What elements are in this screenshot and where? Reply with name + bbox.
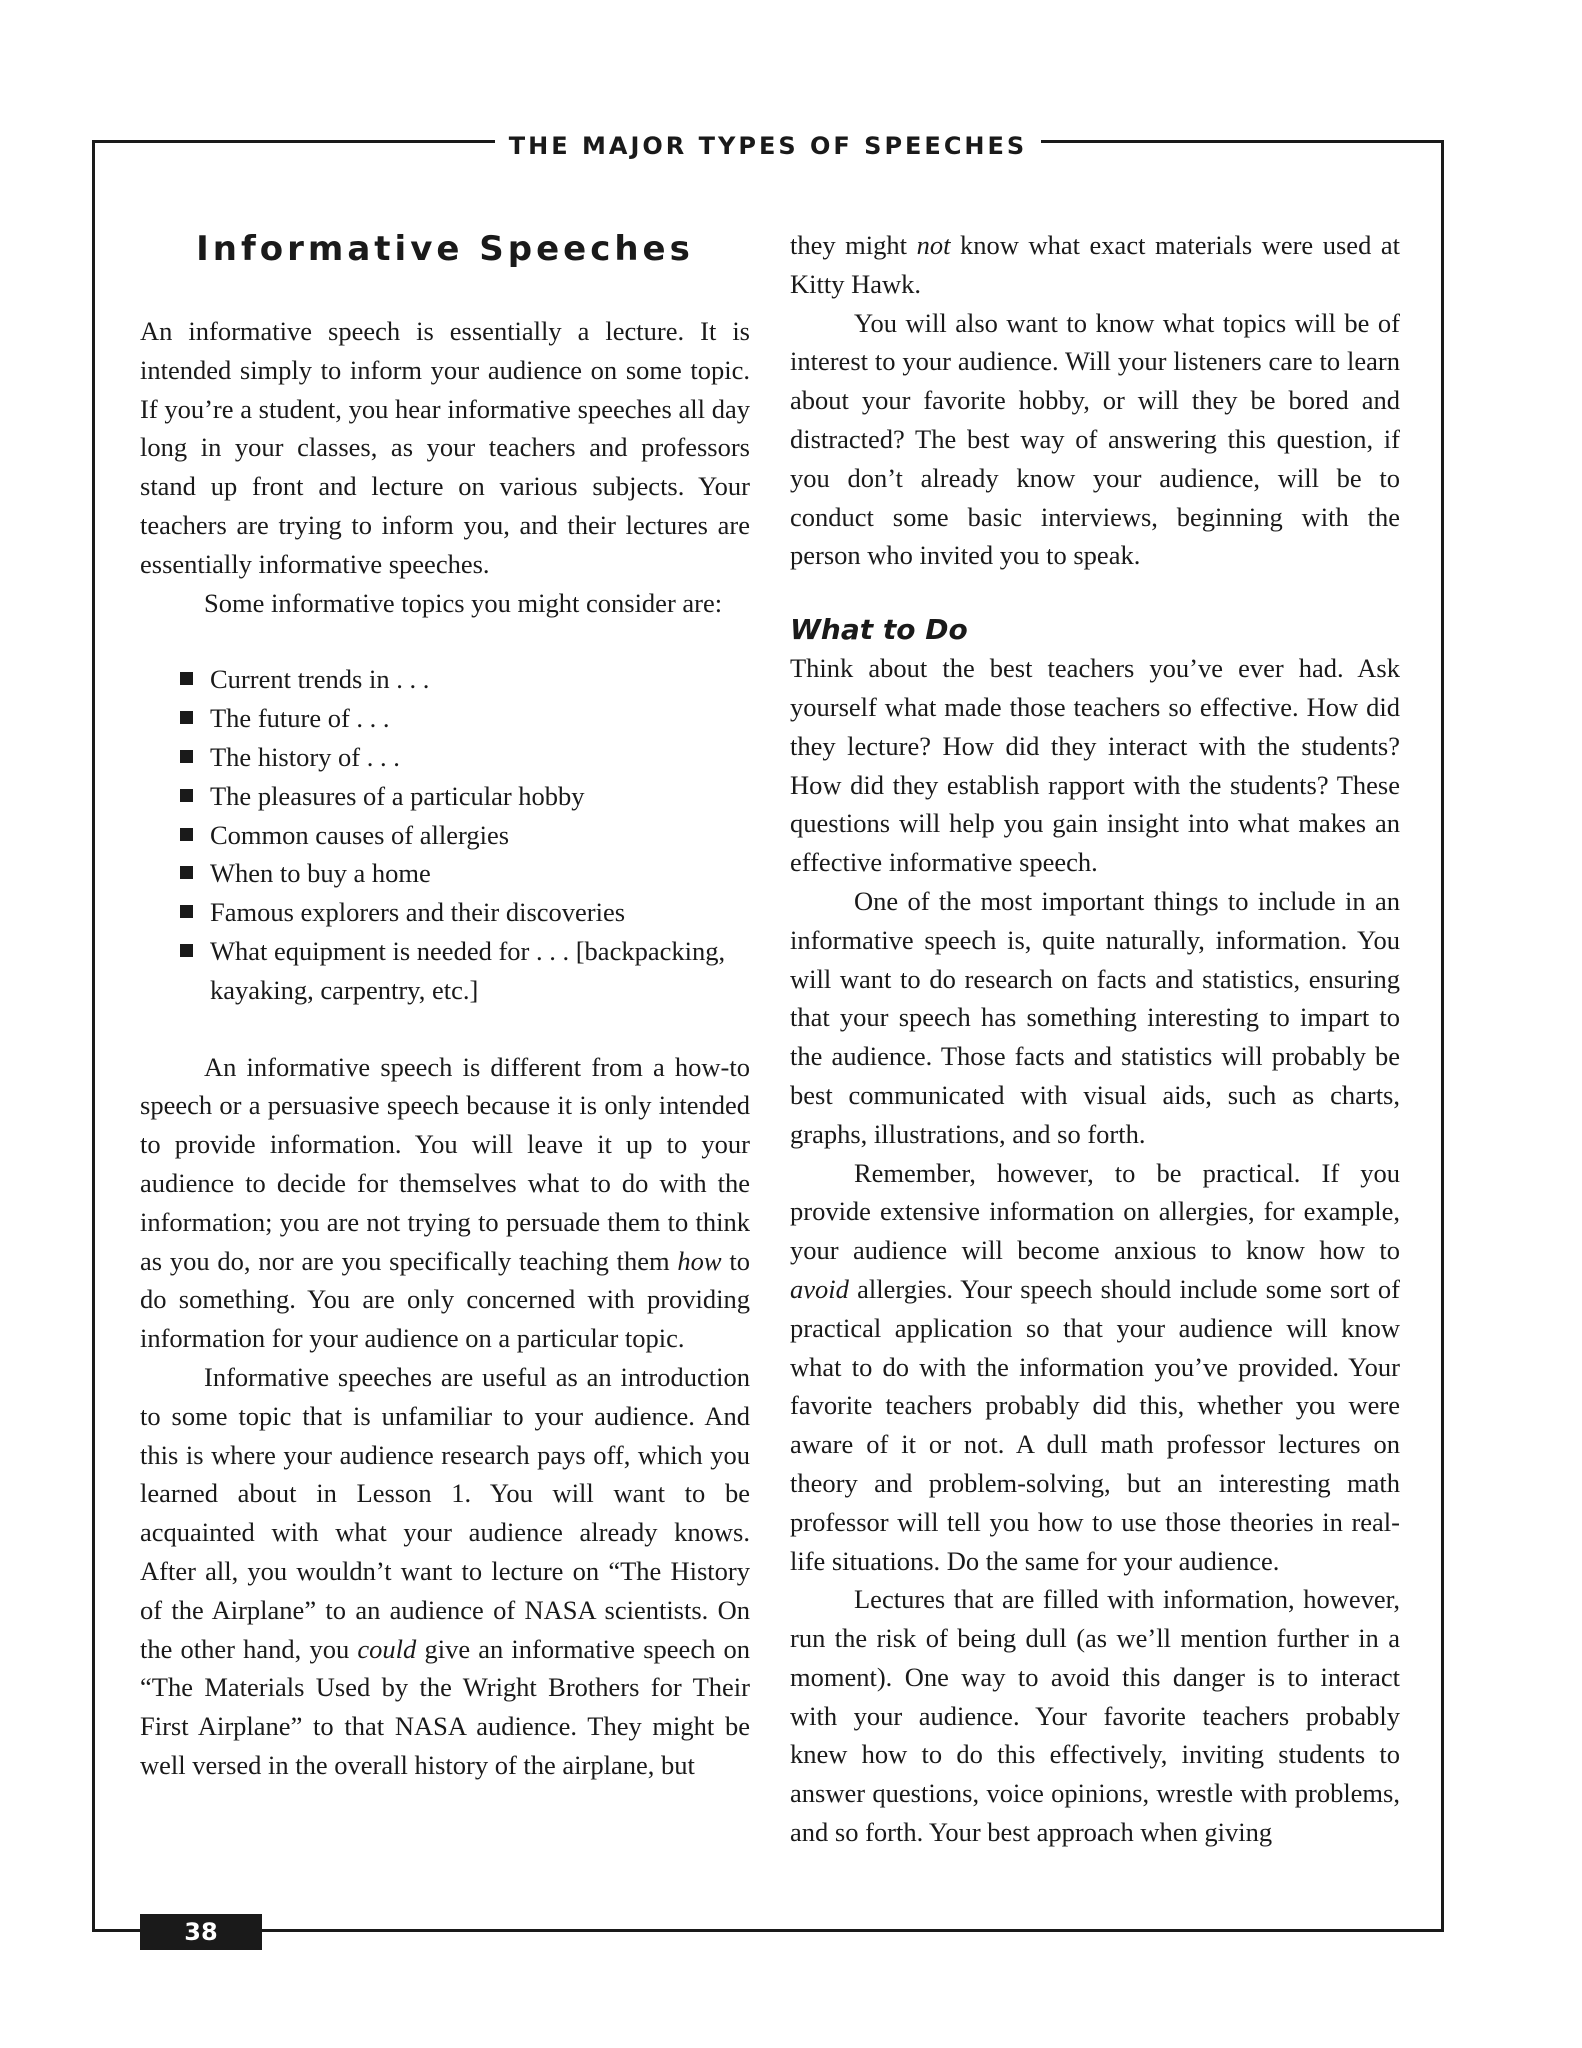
bullet-square-icon <box>180 672 193 685</box>
page-number: 38 <box>140 1914 262 1950</box>
paragraph: Lectures that are filled with information, however, run the risk of being dull (as we’ll mention further in a moment). One way to avoid this danger is to interact with your audience. Your favorite teachers probably knew how to do this effectively, inviting students to answer questions, voice opinions, wrestle with problems, and so forth. Your best approach when giving <box>790 1584 1400 1848</box>
topic-list <box>180 660 750 1009</box>
list-item: The pleasures of a particular hobby <box>180 777 750 816</box>
spacer <box>140 622 750 660</box>
spacer <box>140 1010 750 1048</box>
paragraph: You will also want to know what topics will be of interest to your audience. Will your listeners care to learn about your favorite hobby, or will they be bored and distracted? The best way of answering this question, if you don’t already know your audience, will be to conduct some basic interviews, beginning with the person who invited you to speak. <box>790 307 1400 571</box>
paragraph: An informative speech is different from a how-to speech or a persuasive speech because it is only intended to provide information. You will leave it up to your audience to decide for themselves what to do with the information; you are not trying to persuade them to think as you do, nor are you specifically teaching them how to do something. You are only concerned with providing information for your audience on a particular topic. <box>140 1051 750 1354</box>
list-item: Current trends in . . . <box>180 660 750 699</box>
paragraph: Informative speeches are useful as an introduction to some topic that is unfamiliar to your audience. And this is where your audience research pays off, which you learned about in Lesson 1. You will want to be acquainted with what your audience already knows. After all, you wouldn’t want to lecture on “The History of the Airplane” to an audience of NASA scientists. On the other hand, you could give an informative speech on “The Materials Used by the Wright Brothers for Their First Airplane” to that NASA audience. They might be well versed in the overall history of the airplane, but <box>140 1361 750 1780</box>
list-item: When to buy a home <box>180 854 750 893</box>
paragraph: Think about the best teachers you’ve ever had. Ask yourself what made those teachers so effective. How did they lecture? How did they interact with the students? How did they establish rapport with the students? These questions will help you gain insight into what makes an effective informative speech. <box>790 653 1400 878</box>
list-item: What equipment is needed for . . . [backpacking, kayaking, carpentry, etc.] <box>180 932 750 1010</box>
paragraph: Remember, however, to be practical. If you provide extensive information on allergies, for example, your audience will become anxious to know how to avoid allergies. Your speech should include some sort of practical application so that your audience will know what to do with the information you’ve provided. Your favorite teachers probably did this, whether you were aware of it or not. A dull math professor lectures on theory and problem-solving, but an interesting math professor will tell you how to use those theories in real-life situations. Do the same for your audience. <box>790 1157 1400 1576</box>
list-item: Common causes of allergies <box>180 816 750 855</box>
bullet-square-icon <box>180 944 193 957</box>
spacer <box>790 575 1400 611</box>
bullet-square-icon <box>180 905 193 918</box>
bullet-square-icon <box>180 828 193 841</box>
bullet-square-icon <box>180 711 193 724</box>
paragraph: One of the most important things to include in an informative speech is, quite naturally, information. You will want to do research on facts and statistics, ensuring that your speech has something interesting to impart to the audience. Those facts and statistics will probably be best communicated with visual aids, such as charts, graphs, illustrations, and so forth. <box>790 885 1400 1149</box>
bullet-square-icon <box>180 866 193 879</box>
paragraph: they might not know what exact materials were used at Kitty Hawk. <box>790 230 1401 299</box>
paragraph: An informative speech is essentially a lecture. It is intended simply to inform your audience on some topic. If you’re a student, you hear informative speeches all day long in your classes, as your teachers and professors stand up front and lecture on various subjects. Your teachers are trying to inform you, and their lectures are essentially informative speeches. <box>140 316 750 579</box>
running-header <box>0 126 1536 166</box>
bullet-square-icon <box>180 750 193 763</box>
list-item: Famous explorers and their discoveries <box>180 893 750 932</box>
subheading: What to Do <box>790 613 968 647</box>
left-column <box>140 226 750 1785</box>
list-item: The future of . . . <box>180 699 750 738</box>
list-item: The history of . . . <box>180 738 750 777</box>
bullet-square-icon <box>180 789 193 802</box>
right-column <box>790 226 1400 1852</box>
section-title: Informative Speeches <box>196 229 694 269</box>
paragraph: Some informative topics you might consider are: <box>204 587 723 618</box>
running-header-title: THE MAJOR TYPES OF SPEECHES <box>495 126 1041 166</box>
